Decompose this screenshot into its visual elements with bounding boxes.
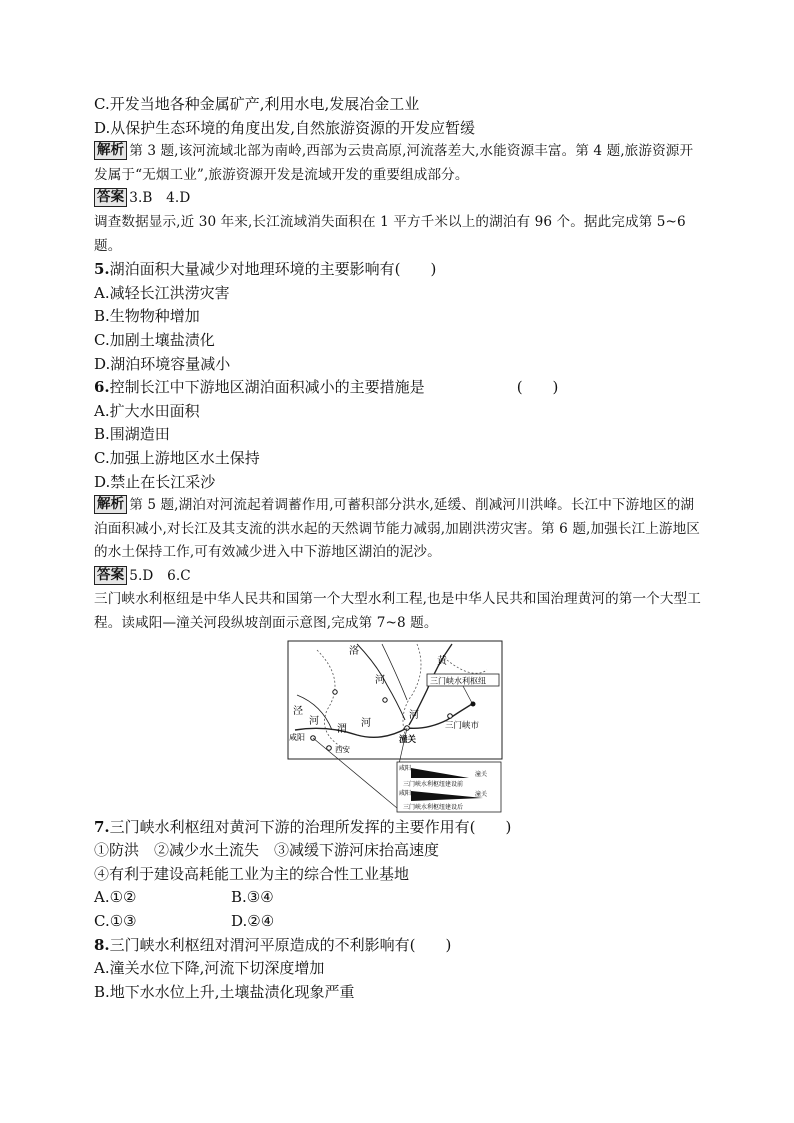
question-stem (94, 934, 706, 958)
answer-option: A.潼关水位下降,河流下切深度增加 (94, 959, 325, 978)
answer-option: A.扩大水田面积 (94, 401, 200, 420)
question-text: 湖泊面积大量减少对地理环境的主要影响有( ) (109, 260, 437, 279)
answer-tag: 答案 (94, 566, 127, 585)
city-marker-icon (448, 713, 453, 718)
answer-option: C.加强上游地区水土保持 (94, 448, 260, 467)
material-intro: 调查数据显示,近 30 年来,长江流域消失面积在 1 平方千米以上的湖泊有 96 个。据此完成第 5~6 题。 (94, 213, 686, 254)
answer-option: D.②④ (231, 912, 275, 931)
city-marker-icon (383, 697, 387, 701)
question-text: 三门峡水利枢纽对黄河下游的治理所发挥的主要作用有( ) (109, 817, 512, 836)
answer-text: 3.B 4.D (129, 190, 191, 207)
analysis-tag: 解析 (94, 141, 127, 160)
answer-block (94, 187, 706, 211)
question-number: 6. (94, 378, 110, 397)
question-text: 三门峡水利枢纽对渭河平原造成的不利影响有( ) (109, 935, 452, 954)
analysis-text: 第 3 题,该河流域北部为南岭,西部为云贵高原,河流落差大,水能资源丰富。第 4 题,旅游资源开发属于“无烟工业”,旅游资源开发是流域开发的重要组成部分。 (94, 143, 694, 183)
dam-marker-icon (471, 701, 476, 706)
profile-label: 潼关 (475, 790, 488, 798)
answer-option: B.地下水水位上升,土壤盐渍化现象严重 (94, 982, 355, 1001)
answer-option: C.加剧土壤盐渍化 (94, 330, 215, 349)
answer-tag: 答案 (94, 188, 127, 207)
map-label: 河 (361, 717, 371, 729)
question-stem (94, 258, 706, 282)
material-intro: 三门峡水利枢纽是中华人民共和国第一个大型水利工程,也是中华人民共和国治理黄河的第一个大型工程。读咸阳—潼关河段纵坡剖面示意图,完成第 7~8 题。 (94, 591, 701, 632)
statement-line: ④有利于建设高耗能工业为主的综合性工业基地 (94, 864, 410, 883)
answer-paren: ( ) (516, 378, 559, 397)
map-label: 河 (309, 715, 319, 727)
question-text: 控制长江中下游地区湖泊面积减小的主要措施是 (109, 378, 425, 397)
answer-option: A.减轻长江洪涝灾害 (94, 283, 230, 302)
statement-line: ①防洪 ②减少水土流失 ③减缓下游河床抬高速度 (94, 841, 440, 860)
analysis-block (94, 494, 706, 565)
question-stem (94, 376, 706, 400)
answer-option: A.①② (94, 888, 137, 907)
profile-caption: 三门峡水利枢纽建设后 (403, 803, 464, 811)
profile-label: 咸阳 (399, 789, 412, 797)
profile-caption: 三门峡水利枢纽建设前 (403, 780, 464, 788)
answer-text: 5.D 6.C (129, 567, 191, 584)
map-label: 西安 (335, 744, 350, 754)
question-number: 5. (94, 260, 110, 279)
answer-option: B.围湖造田 (94, 425, 170, 444)
map-label: 河 (409, 709, 419, 721)
map-label: 三门峡水利枢纽 (430, 676, 486, 686)
analysis-tag: 解析 (94, 495, 127, 514)
analysis-text: 第 5 题,湖泊对河流起着调蓄作用,可蓄积部分洪水,延缓、削减河川洪峰。长江中下游地区的湖泊面积减小,对长江及其支流的洪水起的天然调节能力减弱,加剧洪涝灾害。第 6 题,加强长江上游地区的水土保持工作,可有效减少进入中下游地区湖泊的泥沙。 (94, 497, 700, 561)
answer-option: B.生物物种增加 (94, 307, 200, 326)
answer-block (94, 565, 706, 589)
map-label: 三门峡市 (445, 720, 480, 731)
analysis-block (94, 140, 706, 187)
map-label: 洛 (349, 645, 359, 657)
answer-option: B.③④ (231, 888, 274, 907)
profile-label: 潼关 (475, 770, 488, 778)
city-marker-icon (333, 689, 337, 693)
answer-option: D.湖泊环境容量减小 (94, 354, 231, 373)
options-row (94, 910, 706, 934)
river-map (287, 640, 505, 814)
options-row (94, 886, 706, 910)
profile-label: 咸阳 (399, 764, 412, 772)
question-stem (94, 816, 706, 840)
answer-option: C.①③ (94, 912, 137, 931)
question-number: 7. (94, 817, 110, 836)
option-line: C.开发当地各种金属矿产,利用水电,发展冶金工业 (94, 95, 420, 113)
map-label: 河 (375, 674, 385, 686)
map-label: 黄 (437, 655, 447, 667)
question-number: 8. (94, 935, 110, 954)
document-page (94, 93, 706, 1004)
option-line: D.从保护生态环境的角度出发,自然旅游资源的开发应暂缓 (94, 118, 476, 137)
answer-option: D.禁止在长江采沙 (94, 472, 216, 491)
map-label: 泾 (293, 705, 303, 717)
map-figure (94, 640, 706, 814)
map-label: 潼关 (399, 734, 417, 745)
map-label: 渭 (337, 723, 347, 735)
map-label: 咸阳 (289, 732, 305, 742)
